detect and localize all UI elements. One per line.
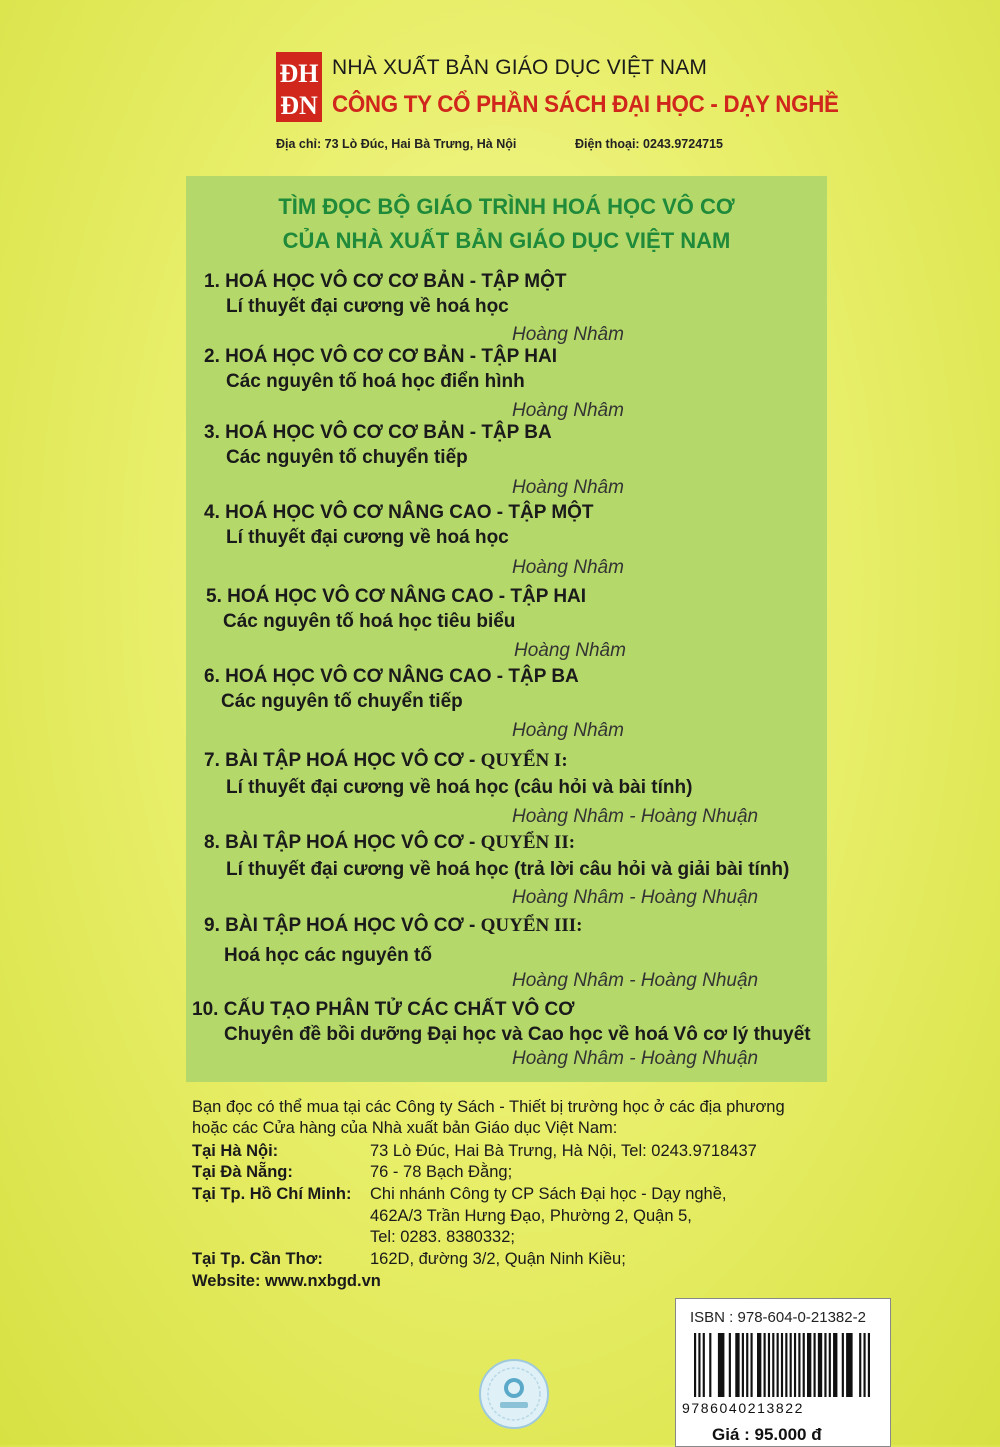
barcode-bar: [768, 1333, 770, 1397]
location-address: 73 Lò Đúc, Hai Bà Trưng, Hà Nội, Tel: 0243.9718437: [370, 1142, 757, 1160]
location-label: Tại Tp. Hồ Chí Minh:: [192, 1185, 352, 1203]
barcode-bar: [698, 1333, 700, 1397]
barcode-bar: [777, 1333, 779, 1397]
location-address: 76 - 78 Bạch Đằng;: [370, 1163, 513, 1181]
location-address: Tel: 0283. 8380332;: [370, 1228, 515, 1246]
barcode-bar: [814, 1333, 816, 1397]
retail-intro-line1: Bạn đọc có thể mua tại các Công ty Sách - Thiết bị trường học ở các địa phương: [192, 1098, 785, 1116]
barcode-bar: [807, 1333, 811, 1397]
barcode: [692, 1333, 872, 1399]
barcode-bar: [868, 1333, 870, 1397]
svg-text:ĐN: ĐN: [280, 91, 318, 120]
company-name: CÔNG TY CỔ PHẦN SÁCH ĐẠI HỌC - DẠY NGHỀ: [332, 91, 839, 118]
location-address: 162D, đường 3/2, Quận Ninh Kiều;: [370, 1250, 626, 1268]
barcode-bar: [842, 1333, 844, 1397]
barcode-bar: [794, 1333, 796, 1397]
barcode-bar: [750, 1333, 752, 1397]
location-address: Chi nhánh Công ty CP Sách Đại học - Dạy nghề,: [370, 1185, 727, 1203]
barcode-bar: [798, 1333, 800, 1397]
barcode-bar: [735, 1333, 739, 1397]
price-label: Giá : 95.000 đ: [712, 1425, 822, 1444]
barcode-bar: [757, 1333, 761, 1397]
barcode-panel: [675, 1298, 891, 1447]
publisher-address: Địa chỉ: 73 Lò Đúc, Hai Bà Trưng, Hà Nội: [276, 137, 517, 151]
barcode-bar: [833, 1333, 837, 1397]
barcode-bar: [846, 1333, 853, 1397]
barcode-bar: [694, 1333, 696, 1397]
barcode-bar: [781, 1333, 783, 1397]
barcode-bar: [772, 1333, 774, 1397]
barcode-bar: [818, 1333, 822, 1397]
barcode-bar: [824, 1333, 826, 1397]
location-label: Tại Đà Nẵng:: [192, 1163, 293, 1181]
publisher-phone: Điện thoại: 0243.9724715: [575, 137, 723, 151]
barcode-bar: [718, 1333, 725, 1397]
location-label: Tại Tp. Cần Thơ:: [192, 1250, 323, 1268]
series-title-line2: CỦA NHÀ XUẤT BẢN GIÁO DỤC VIỆT NAM: [282, 228, 731, 253]
barcode-bar: [764, 1333, 766, 1397]
barcode-bar: [859, 1333, 861, 1397]
publisher-logo: [276, 52, 322, 122]
barcode-bar: [703, 1333, 705, 1397]
barcode-bar: [803, 1333, 805, 1397]
barcode-bar: [746, 1333, 748, 1397]
svg-text:ĐH: ĐH: [279, 59, 319, 88]
isbn-text: ISBN : 978-604-0-21382-2: [690, 1309, 866, 1326]
series-title-line1: TÌM ĐỌC BỘ GIÁO TRÌNH HOÁ HỌC VÔ CƠ: [278, 194, 735, 219]
barcode-bar: [863, 1333, 865, 1397]
barcode-bar: [742, 1333, 744, 1397]
location-address: 462A/3 Trần Hưng Đạo, Phường 2, Quận 5,: [370, 1207, 692, 1225]
retail-intro-line2: hoặc các Cửa hàng của Nhà xuất bản Giáo dục Việt Nam:: [192, 1119, 618, 1137]
website-link[interactable]: Website: www.nxbgd.vn: [192, 1272, 381, 1290]
barcode-number: 9786040213822: [682, 1400, 805, 1416]
location-label: Tại Hà Nội:: [192, 1142, 279, 1160]
barcode-bar: [729, 1333, 731, 1397]
publisher-seal: [478, 1358, 550, 1430]
barcode-bar: [785, 1333, 787, 1397]
publisher-name: NHÀ XUẤT BẢN GIÁO DỤC VIỆT NAM: [332, 56, 708, 79]
barcode-bar: [709, 1333, 711, 1397]
barcode-bar: [829, 1333, 831, 1397]
barcode-bar: [790, 1333, 792, 1397]
book-series-box: TÌM ĐỌC BỘ GIÁO TRÌNH HOÁ HỌC VÔ CƠ CỦA NHÀ XUẤT BẢN GIÁO DỤC VIỆT NAM 1. HOÁ HỌC VÔ CƠ CƠ BẢN - TẬP MỘT Lí thuyết đại cương về hoá học Hoàng Nhâm 2. HOÁ HỌC VÔ CƠ CƠ BẢN - TẬP HAI Các nguyên tố hoá học điển hình Hoàng Nhâm 3. HOÁ HỌC VÔ CƠ CƠ BẢN - TẬP BA Các nguyên tố chuyển tiếp Hoàng Nhâm 4. HOÁ HỌC VÔ CƠ NÂNG CAO - TẬP MỘT Lí thuyết đại cương về hoá học Hoàng Nhâm 5. HOÁ HỌC VÔ CƠ NÂNG CAO - TẬP HAI Các nguyên tố hoá học tiêu biểu Hoàng Nhâm 6. HOÁ HỌC VÔ CƠ NÂNG CAO - TẬP BA Các nguyên tố chuyển tiếp Hoàng Nhâm 7. BÀI TẬP HOÁ HỌC VÔ CƠ - QUYỂN I: Lí thuyết đại cương về hoá học (câu hỏi và bài tính) Hoàng Nhâm - Hoàng Nhuận 8. BÀI TẬP HOÁ HỌC VÔ CƠ - QUYỂN II: Lí thuyết đại cương về hoá học (trả lời câu hỏi và giải bài tính) Hoàng Nhâm - Hoàng Nhuận 9. BÀI TẬP HOÁ HỌC VÔ CƠ - QUYỂN III: Hoá học các nguyên tố Hoàng Nhâm - Hoàng Nhuận 10. CẤU TẠO PHÂN TỬ CÁC CHẤT VÔ CƠ Chuyên đề bồi dưỡng Đại học và Cao học về hoá Vô cơ lý thuyết Hoàng Nhâm - Hoàng Nhuận: [186, 176, 827, 1082]
